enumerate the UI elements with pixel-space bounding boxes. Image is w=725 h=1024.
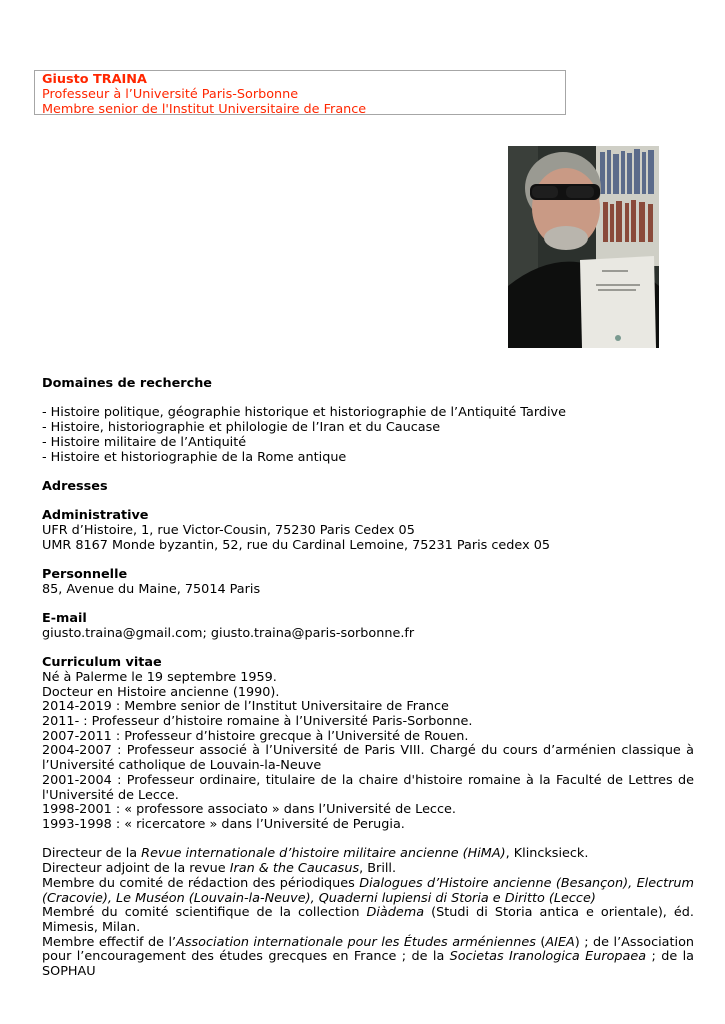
cv-line: 1993-1998 : « ricercatore » dans l’Université de Perugia.: [42, 817, 405, 832]
section-heading-domaines: Domaines de recherche: [42, 376, 212, 391]
domaine-item: - Histoire militaire de l’Antiquité: [42, 434, 247, 450]
cv-line: 2004-2007 : Professeur associé à l’Université de Paris VIII. Chargé du cours d’arménien classique à l’Université catholique de Louvain-la-Neuve: [42, 743, 694, 774]
role-editorial-board: Membre du comité de rédaction des périodiques Dialogues d’Histoire ancienne (Besançon), Electrum (Cracovie), Le Muséon (Louvain-la-Neuve), Quaderni lupiensi di Storia e Diritto (Lecce): [42, 875, 694, 906]
subheading-administrative: Administrative: [42, 508, 149, 524]
address-line: UMR 8167 Monde byzantin, 52, rue du Cardinal Lemoine, 75231 Paris cedex 05: [42, 537, 550, 553]
cv-line: 2007-2011 : Professeur d’histoire grecque à l’Université de Rouen.: [42, 728, 469, 744]
domaine-item: - Histoire, historiographie et philologie de l’Iran et du Caucase: [42, 420, 441, 436]
author-affiliation: Membre senior de l'Institut Universitaire de France: [42, 102, 367, 117]
role-memberships: Membre effectif de l’Association internationale pour les Études arméniennes (AIEA) ; de l’Association pour l’encouragement des études grecques en France ; de la Societas Iranologica Europaea ; de la SOPHAU: [42, 934, 695, 980]
portrait-photo-icon: [508, 146, 659, 348]
cv-line: Né à Palerme le 19 septembre 1959.: [42, 669, 277, 685]
role-director: Directeur de la Revue internationale d’histoire militaire ancienne (HiMA), Klincksieck.: [42, 846, 589, 862]
domaine-item: - Histoire politique, géographie historique et historiographie de l’Antiquité Tardive: [42, 405, 566, 421]
author-name: Giusto TRAINA: [42, 72, 147, 87]
address-line: UFR d’Histoire, 1, rue Victor-Cousin, 75230 Paris Cedex 05: [42, 522, 415, 538]
document-body: [42, 377, 694, 980]
portrait-photo: [508, 146, 659, 348]
address-line: 85, Avenue du Maine, 75014 Paris: [42, 581, 261, 597]
cv-line: 1998-2001 : « professore associato » dans l’Université de Lecce.: [42, 802, 456, 818]
cv-line: 2014-2019 : Membre senior de l’Institut Universitaire de France: [42, 699, 449, 715]
cv-line: 2001-2004 : Professeur ordinaire, titulaire de la chaire d'histoire romaine à la Faculté de Lettres de l'Université de Lecce.: [42, 772, 694, 803]
header-box: [34, 70, 566, 115]
section-heading-adresses: Adresses: [42, 478, 108, 494]
cv-line: Docteur en Histoire ancienne (1990).: [42, 684, 280, 700]
subheading-personnelle: Personnelle: [42, 567, 128, 583]
section-heading-cv: Curriculum vitae: [42, 655, 162, 671]
cv-line: 2011- : Professeur d’histoire romaine à l’Université Paris-Sorbonne.: [42, 714, 473, 730]
author-title: Professeur à l’Université Paris-Sorbonne: [42, 87, 299, 102]
email-line: giusto.traina@gmail.com; giusto.traina@paris-sorbonne.fr: [42, 625, 415, 641]
domaine-item: - Histoire et historiographie de la Rome antique: [42, 449, 347, 465]
subheading-email: E-mail: [42, 611, 87, 627]
role-scientific-committee: Membré du comité scientifique de la collection Diàdema (Studi di Storia antica e orientale), éd. Mimesis, Milan.: [42, 905, 694, 935]
role-deputy-director: Directeur adjoint de la revue Iran & the Caucasus, Brill.: [42, 861, 397, 877]
